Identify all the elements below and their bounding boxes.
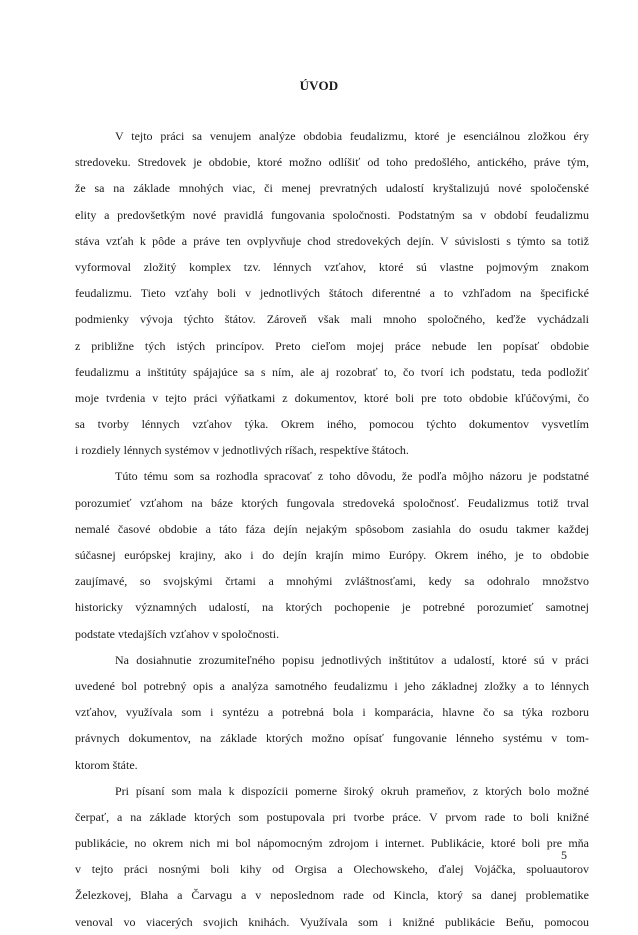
text-line: právnych dokumentov, na základe ktorých možno opísať fungovanie lénneho systému v tom-	[75, 731, 589, 746]
text-line: podstate vtedajších vzťahov v spoločnosti.	[75, 626, 280, 641]
text-line: moje tvrdenia v tejto práci výňatkami z dokumentov, ktoré boli pre toto obdobie kľúčovými, čo	[75, 390, 589, 405]
text-line: feudalizmu a inštitúty spájajúce sa s ním, ale aj rozobrať to, čo tvorí ich podstatu, teda podložiť	[75, 364, 589, 379]
text-line: V tejto práci sa venujem analýze obdobia feudalizmu, ktoré je esenciálnou zložkou éry	[115, 129, 589, 143]
text-line: z približne tých istých princípov. Preto cieľom mojej práce nebude len popísať obdobie	[75, 338, 589, 353]
text-line: venoval vo viacerých svojich knihách. Využívala som i knižné publikácie Beňu, pomocou	[75, 914, 589, 929]
text-line: Na dosiahnutie zrozumiteľného popisu jednotlivých inštitútov a udalostí, ktoré sú v práci	[115, 652, 589, 667]
page-number: 5	[561, 848, 567, 862]
text-line: podmienky vývoja týchto štátov. Zároveň však mali mnoho spoločného, keďže vychádzali	[75, 312, 589, 327]
text-line: historicky významných udalostí, na ktorých pochopenie je potrebné porozumieť samotnej	[75, 600, 589, 615]
text-line: nemalé časové obdobie a táto fáza dejín nejakým spôsobom zasiahla do osudu takmer každej	[75, 521, 589, 536]
text-line: čerpať, a na základe ktorých som postupovala pri tvorbe práce. V prvom rade to boli knižné	[75, 809, 589, 824]
text-line: že sa na základe mnohých viac, či menej prevratných udalostí kryštalizujú nové spoločenské	[75, 181, 589, 196]
text-line: feudalizmu. Tieto vzťahy boli v jednotlivých štátoch diferentné a to vzhľadom na špecifické	[75, 286, 589, 301]
text-line: sa tvorby lénnych vzťahov týka. Okrem iného, pomocou týchto dokumentov vysvetlím	[75, 417, 589, 432]
text-line: porozumieť vzťahom na báze ktorých fungovala stredoveká spoločnosť. Feudalizmus totiž trval	[75, 495, 589, 510]
text-line: Túto tému som sa rozhodla spracovať z toho dôvodu, že podľa môjho názoru je podstatné	[115, 469, 589, 484]
text-line: stáva vzťah k pôde a práve ten ovplyvňuje chod stredovekých dejín. V súvislosti s týmto sa totiž	[75, 233, 589, 248]
text-line: zaujímavé, so svojskými črtami a mnohými zvláštnosťami, kedy sa odohralo množstvo	[75, 574, 589, 589]
text-line: elity a predovšetkým nové pravidlá fungovania spoločnosti. Podstatným sa v období feudalizmu	[75, 207, 589, 222]
text-line: uvedené bol potrebný opis a analýza samotného feudalizmu i jeho základnej zložky a to lénnych	[75, 678, 589, 693]
text-line: stredoveku. Stredovek je obdobie, ktoré možno odlíšiť od toho predošlého, antického, práve tým,	[75, 155, 589, 170]
text-line: ktorom štáte.	[75, 757, 138, 772]
text-line: v tejto práci nosnými boli kihy od Orgisa a Olechowskeho, ďalej Vojáčka, spoluautorov	[75, 862, 589, 877]
text-line: Železkovej, Blaha a Čarvagu a v neposlednom rade od Kincla, ktorý sa danej problematike	[75, 888, 589, 903]
text-line: Pri písaní som mala k dispozícii pomerne široký okruh prameňov, z ktorých bolo možné	[115, 783, 589, 798]
text-line: súčasnej európskej krajiny, ako i do dejín krajín mimo Európy. Okrem iného, je to obdobie	[75, 548, 589, 562]
text-line: vzťahov, využívala som i syntézu a potrebná bola i komparácia, hlavne čo sa týka rozboru	[75, 705, 589, 720]
text-line: vyformoval zložitý komplex tzv. lénnych vzťahov, ktoré sú vlastne pojmovým znakom	[75, 259, 589, 274]
page-title: ÚVOD	[299, 78, 339, 93]
body-text	[75, 123, 589, 935]
text-line: i rozdiely lénnych systémov v jednotlivých ríšach, respektíve štátoch.	[75, 443, 409, 458]
text-line: publikácie, no okrem nich mi bol nápomocným zdrojom i internet. Publikácie, ktoré boli pre mňa	[75, 836, 589, 851]
